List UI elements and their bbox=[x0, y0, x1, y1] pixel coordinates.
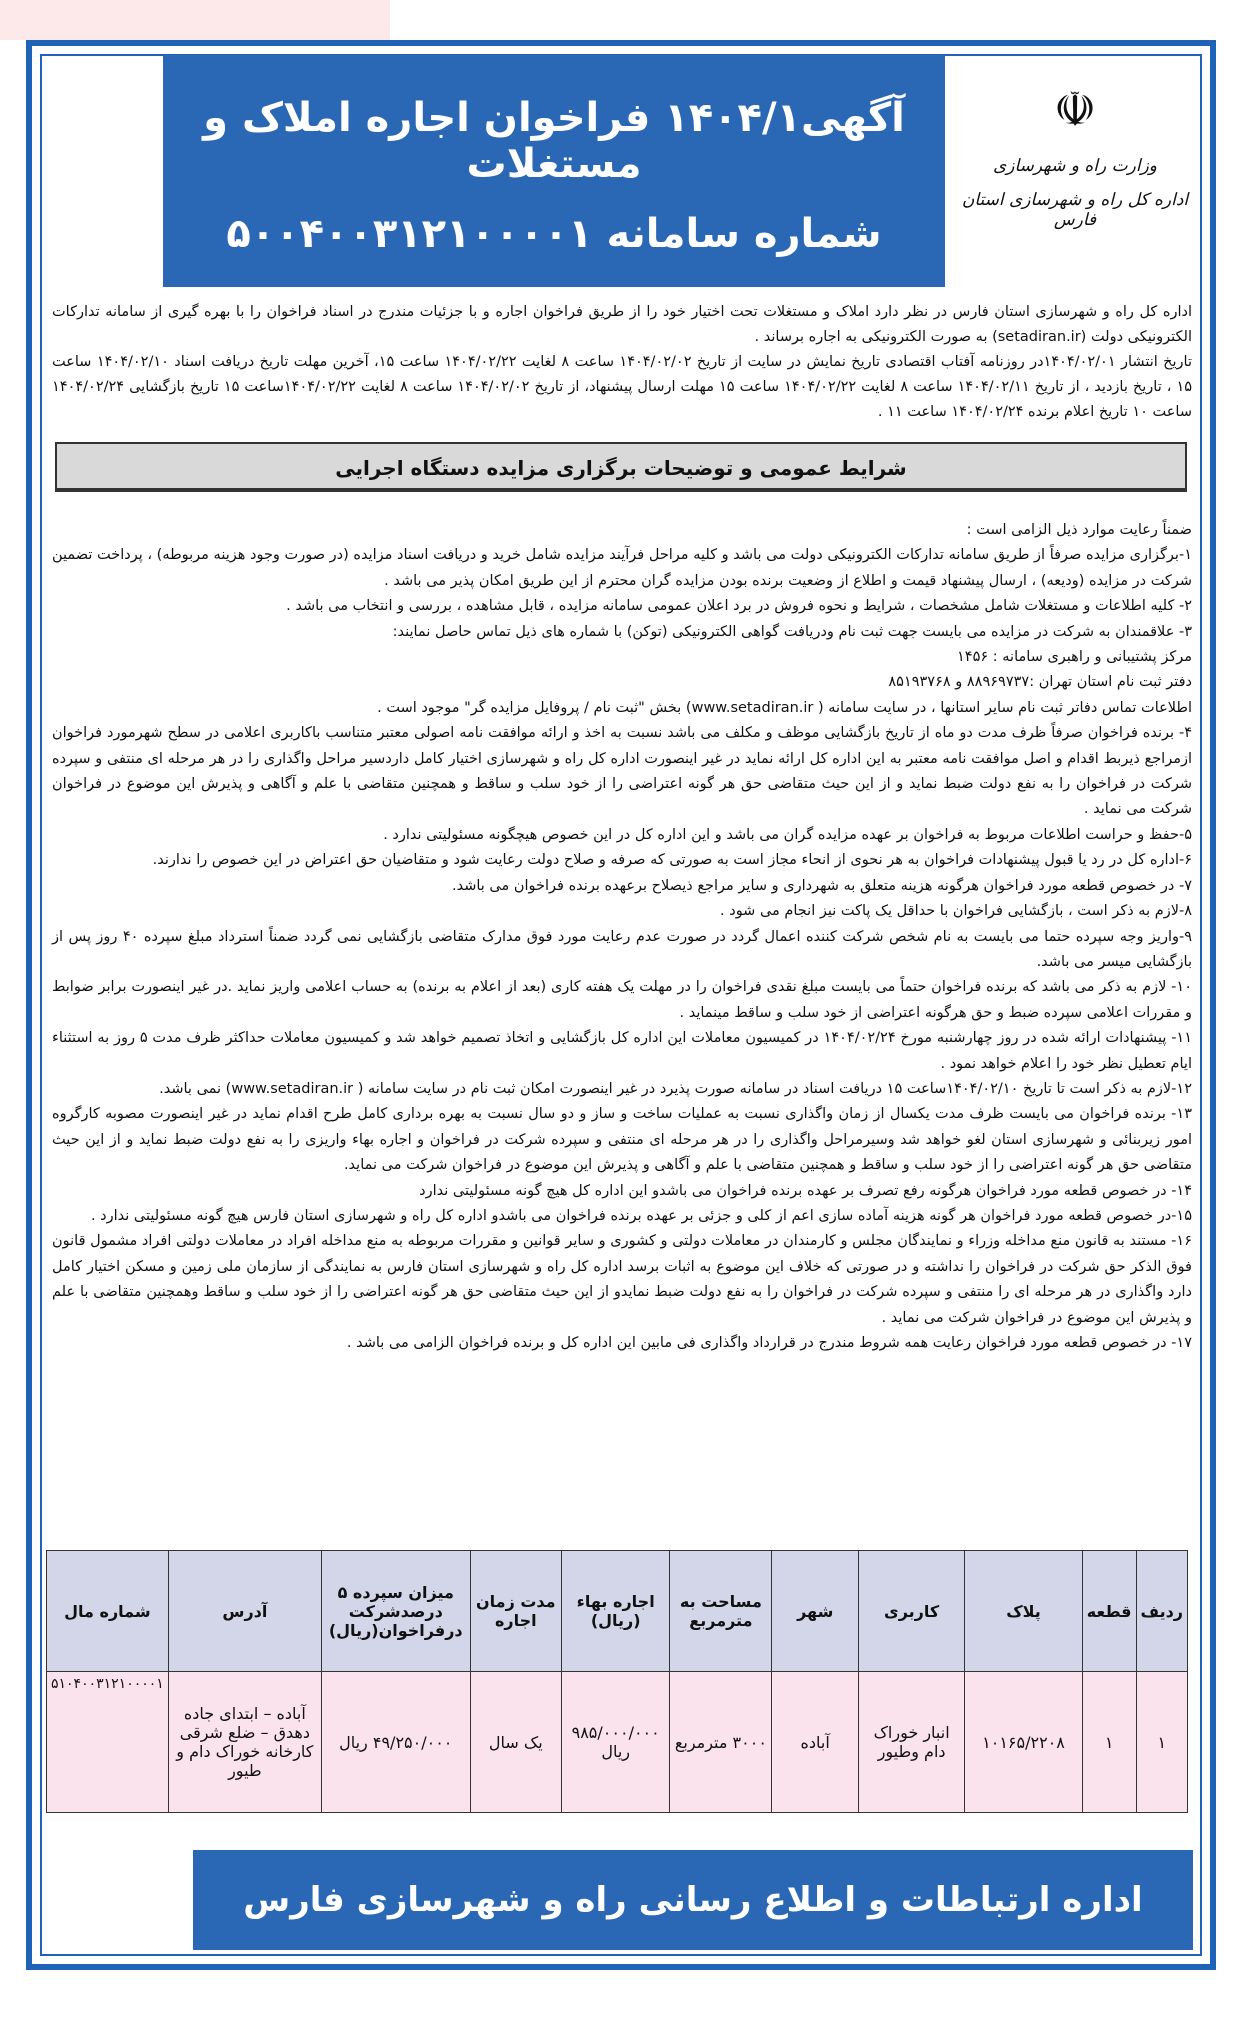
ad-title-box bbox=[163, 55, 945, 287]
condition-item: ۱۰- لازم به ذکر می باشد که برنده فراخوان حتماً می بایست مبلغ نقدی فراخوان را در مهلت یک هفته کاری (بعد از اعلام به برنده) به حساب اعلامی واریز نماید .در غیر اینصورت برابر ضوابط و مقررات اعلامی سپرده ضبط و حق هرگونه اعتراضی از خود سلب و ساقط مینماید . bbox=[52, 979, 1192, 1021]
condition-item: ۲- کلیه اطلاعات و مستغلات شامل مشخصات ، شرایط و نحوه فروش در برد اعلان عمومی سامانه مزایده ، قابل مشاهده ، بررسی و انتخاب می باشد . bbox=[286, 598, 1192, 615]
column-header: مساحت به مترمربع bbox=[670, 1551, 772, 1672]
property-table bbox=[46, 1550, 1188, 1813]
condition-item: ۱۵-در خصوص قطعه مورد فراخوان هر گونه هزینه آماده سازی اعم از کلی و جزئی بر عهده برنده فراخوان می باشدو اداره کل راه و شهرسازی استان فارس هیچ گونه مسئولیتی ندارد . bbox=[90, 1207, 1192, 1224]
condition-item: ۶-اداره کل در رد یا قبول پیشنهادات فراخوان به هر نحوی از انحاء مجاز است به صورتی که صرفه و صلاح دولت رعایت شود و متقاضیان حق اعتراض در این خصوص را ندارند. bbox=[152, 852, 1192, 869]
conditions-list bbox=[52, 518, 1192, 1356]
column-header: مدت زمان اجاره bbox=[470, 1551, 561, 1672]
column-header: ردیف bbox=[1136, 1551, 1187, 1672]
ministry-logo bbox=[960, 80, 1190, 230]
cell-address: آباده – ابتدای جاده دهدق – ضلع شرقی کارخانه خوراک دام و طیور bbox=[168, 1672, 321, 1813]
emblem-icon: ☫ bbox=[1053, 82, 1097, 138]
column-header: شماره مال bbox=[47, 1551, 169, 1672]
condition-item: ۱۳- برنده فراخوان می بایست ظرف مدت یکسال از زمان واگذاری نسبت به عملیات ساخت و ساز و دو سال نسبت به بهره برداری کامل طرح اقدام نماید در غیر اینصورت مصوبه کارگروه امور زیربنائی و شهرسازی استان لغو خواهد شد وسیرمراحل واگذاری را در هر مرحله ای منتفی و سپرده شرکت در فراخوان و اجاره بهاء واریزی را به نفع دولت ضبط نماید و از این حیث متقاضی حق هر گونه اعتراضی را از خود سلب و ساقط و همچنین متقاضی با علم و آگاهی و پذیرش این موضوع در فراخوان شرکت می نماید. bbox=[52, 1106, 1192, 1174]
cell-area: ۳۰۰۰ مترمربع bbox=[670, 1672, 772, 1813]
cell-duration: یک سال bbox=[470, 1672, 561, 1813]
system-number: شماره سامانه ۵۰۰۴۰۰۳۱۲۱۰۰۰۰۱ bbox=[226, 211, 882, 257]
column-header: قطعه bbox=[1082, 1551, 1136, 1672]
ministry-name: وزارت راه و شهرسازی bbox=[992, 156, 1157, 176]
cell-property-number: ۵۱۰۴۰۰۳۱۲۱۰۰۰۰۱ bbox=[47, 1672, 169, 1813]
condition-item: ۱-برگزاری مزایده صرفاً از طریق سامانه تدارکات الکترونیکی دولت می باشد و کلیه مراحل فرآیند مزایده شامل خرید و دریافت اسناد مزایده (در صورت وجود هزینه مربوطه) ، پرداخت تضمین شرکت در مزایده (ودیعه) ، ارسال پیشنهاد قیمت و اطلاع از وضعیت برنده بودن مزایده گران محترم از این طریق امکان پذیر می باشد . bbox=[52, 547, 1192, 589]
intro-paragraph: اداره کل راه و شهرسازی استان فارس در نظر دارد املاک و مستغلات تحت اختیار خود را از طریق فراخوان اجاره و با جزئیات مندرج در اسناد فراخوان را با بهره گیری از سامانه تدارکات الکترونیکی دولت (setadiran.ir) به صورت الکترونیکی به اجاره برساند . bbox=[52, 304, 1192, 345]
cell-city: آباده bbox=[772, 1672, 858, 1813]
column-header: اجاره بهاء (ریال) bbox=[562, 1551, 670, 1672]
condition-item: ۷- در خصوص قطعه مورد فراخوان هرگونه هزینه متعلق به شهرداری و سایر مراجع ذیصلاح برعهده برنده فراخوان می باشد. bbox=[451, 877, 1192, 894]
cell-row-number: ۱ bbox=[1136, 1672, 1187, 1813]
ad-title: آگهی۱۴۰۴/۱ فراخوان اجاره املاک و مستغلات bbox=[203, 95, 905, 187]
watermark-strip bbox=[0, 0, 390, 40]
condition-item: ۳- علاقمندان به شرکت در مزایده می بایست جهت ثبت نام ودریافت گواهی الکترونیکی (توکن) با شماره های ذیل تماس حاصل نمایند: bbox=[392, 623, 1192, 640]
cell-rent: ۹۸۵/۰۰۰/۰۰۰ ریال bbox=[562, 1672, 670, 1813]
intro-text bbox=[52, 300, 1192, 425]
condition-item: ۹-واریز وجه سپرده حتما می بایست به نام شخص شرکت کننده اعمال گردد در صورت عدم رعایت مورد فوق مدارک متقاضی بازگشایی نمی گردد ضمناً استرداد مبلغ سپرده ۴۰ روز پس از بازگشایی میسر می باشد. bbox=[52, 928, 1193, 970]
condition-item: ۸-لازم به ذکر است ، بازگشایی فراخوان با حداقل یک پاکت نیز انجام می شود . bbox=[720, 903, 1192, 920]
footer-banner: اداره ارتباطات و اطلاع رسانی راه و شهرسازی فارس bbox=[193, 1850, 1193, 1950]
condition-item: ۵-حفظ و حراست اطلاعات مربوط به فراخوان بر عهده مزایده گران می باشد و این اداره کل در این خصوص هیچگونه مسئولیتی ندارد . bbox=[383, 826, 1192, 843]
column-header: آدرس bbox=[168, 1551, 321, 1672]
condition-item: ۱۴- در خصوص قطعه مورد فراخوان هرگونه رفع تصرف بر عهده برنده فراخوان می باشدو این اداره کل هیچ گونه مسئولیتی ندارد bbox=[419, 1182, 1192, 1199]
table-row bbox=[47, 1672, 1188, 1813]
cell-usage: انبار خوراک دام وطیور bbox=[858, 1672, 964, 1813]
intro-dates: تاریخ انتشار ۱۴۰۴/۰۲/۰۱در روزنامه آفتاب اقتصادی تاریخ نمایش در سایت از تاریخ ۱۴۰۴/۰۲/۰۲ ساعت ۸ لغایت ۱۴۰۴/۰۲/۲۲ ساعت ۱۵، آخرین مهلت تاریخ دریافت اسناد ۱۴۰۴/۰۲/۱۰ ساعت ۱۵ ، تاریخ بازدید ، از تاریخ ۱۴۰۴/۰۲/۱۱ ساعت ۸ لغایت ۱۴۰۴/۰۲/۲۲ ساعت ۱۵ مهلت ارسال پیشنهاد، از تاریخ ۱۴۰۴/۰۲/۰۲ ساعت ۸ لغایت ۱۴۰۴/۰۲/۲۲ساعت ۱۵ تاریخ بازگشایی ۱۴۰۴/۰۲/۲۴ ساعت ۱۰ تاریخ اعلام برنده ۱۴۰۴/۰۲/۲۴ ساعت ۱۱ . bbox=[52, 354, 1193, 420]
cell-plaque: ۱۰۱۶۵/۲۲۰۸ bbox=[965, 1672, 1082, 1813]
condition-item: اطلاعات تماس دفاتر ثبت نام سایر استانها ، در سایت سامانه ( www.setadiran.ir) بخش "ثبت نام / پروفایل مزایده گر" موجود است . bbox=[377, 699, 1192, 716]
condition-item: دفتر ثبت نام استان تهران :۸۸۹۶۹۷۳۷ و ۸۵۱۹۳۷۶۸ bbox=[888, 674, 1192, 691]
condition-item: ۱۶- مستند به قانون منع مداخله وزراء و نمایندگان مجلس و کارمندان در معاملات دولتی و کشوری و سایر قوانین و مقررات مربوطه به منع مداخله افراد در معاملات دولتی افراد مشمول قانون فوق الذکر حق شرکت در فراخوان را نداشته و در صورتی که خلاف این موضوع به اثبات برسد اداره کل راه و شهرسازی استان فارس به نمایندگی از سازمان ملی زمین و مسکن اختیار کامل دارد واگذاری در هر مرحله ای را منتفی و سپرده شرکت در فراخوان را به نفع دولت ضبط نمایدو از این حیث متقاضی حق هر گونه اعتراضی را از خود سلب و ساقط وهمچنین متقاضی با علم و پذیرش این موضوع در فراخوان شرکت می نماید . bbox=[52, 1233, 1192, 1326]
cell-parcel: ۱ bbox=[1082, 1672, 1136, 1813]
condition-item: مرکز پشتیبانی و راهبری سامانه : ۱۴۵۶ bbox=[957, 649, 1192, 666]
condition-item: ۴- برنده فراخوان صرفاً ظرف مدت دو ماه از تاریخ بازگشایی موظف و مکلف می باشد نسبت به اخذ و ارائه موافقت نامه اصولی معتبر متناسب باکاربری اعلامی در سطح شهرمورد فراخوان ازمراجع ذیربط اقدام و اصل موافقت نامه معتبر به این اداره کل ارائه نماید در غیر اینصورت اداره کل راه و شهرسازی اختیار کامل داردسیر مراحل واگذاری را در هر مرحله ای منتفی و سپرده شرکت در فراخوان را به نفع دولت ضبط نماید و از این حیث متقاضی حق هر گونه اعتراضی را از خود سلب و ساقط و همچنین متقاضی با علم و آگاهی و پذیرش این موضوع در فراخوان شرکت می نماید . bbox=[52, 725, 1192, 818]
department-name: اداره کل راه و شهرسازی استان فارس bbox=[961, 190, 1189, 230]
condition-item: ۱۲-لازم به ذکر است تا تاریخ ۱۴۰۴/۰۲/۱۰ساعت ۱۵ دریافت اسناد در سامانه صورت پذیرد در غیر اینصورت امکان ثبت نام در سایت سامانه ( www.setadiran.ir) نمی باشد. bbox=[159, 1080, 1192, 1097]
section-title: شرایط عمومی و توضیحات برگزاری مزایده دستگاه اجرایی bbox=[55, 442, 1187, 492]
column-header: پلاک bbox=[965, 1551, 1082, 1672]
column-header: میزان سپرده ۵ درصدشرکت درفراخوان(ریال) bbox=[321, 1551, 470, 1672]
cell-deposit: ۴۹/۲۵۰/۰۰۰ ریال bbox=[321, 1672, 470, 1813]
column-header: کاربری bbox=[858, 1551, 964, 1672]
condition-item: ۱۱- پیشنهادات ارائه شده در روز چهارشنبه مورخ ۱۴۰۴/۰۲/۲۴ در کمیسیون معاملات این اداره کل بازگشایی و اتخاذ تصمیم خواهد شد و کمیسیون معاملات حداکثر ظرف مدت ۵ روز به استثناء ایام تعطیل نظر خود را اعلام خواهد نمود . bbox=[52, 1030, 1192, 1072]
condition-item: ۱۷- در خصوص قطعه مورد فراخوان رعایت همه شروط مندرج در قرارداد واگذاری فی مابین این اداره کل و برنده فراخوان الزامی می باشد . bbox=[346, 1335, 1192, 1351]
column-header: شهر bbox=[772, 1551, 858, 1672]
condition-item: ضمناً رعایت موارد ذیل الزامی است : bbox=[966, 522, 1192, 538]
table-header-row bbox=[47, 1551, 1188, 1672]
